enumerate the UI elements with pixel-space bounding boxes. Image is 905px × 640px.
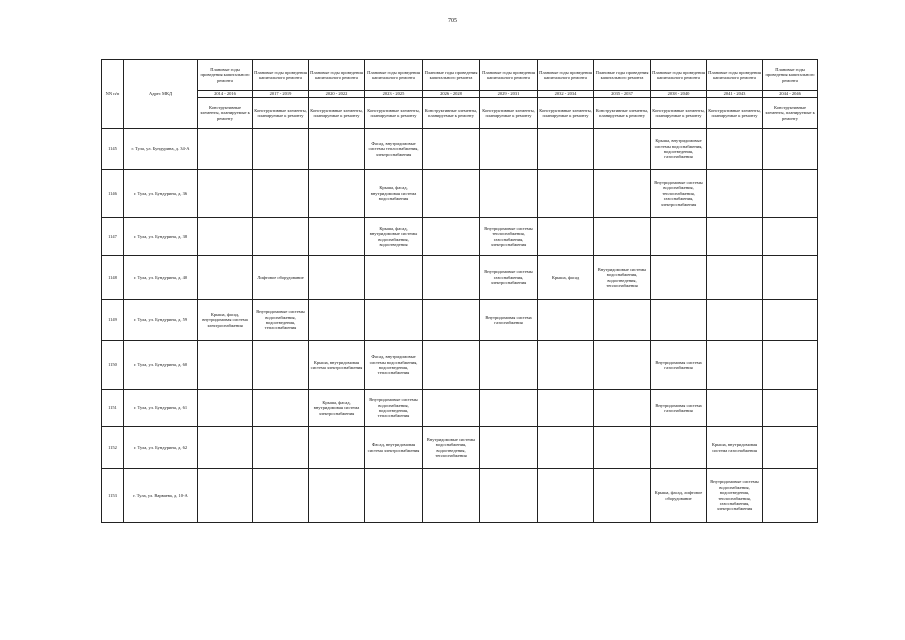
period-cell: [365, 300, 423, 341]
period-cell: [594, 427, 651, 469]
period-cell: Крыша, фасад, внутридомовая система электроснабжения: [198, 300, 253, 341]
row-address: г. Тула, ул. Бундурина, д. 38: [124, 218, 198, 256]
period-cell: [253, 218, 309, 256]
period-cell: Внутридомовые системы водоснабжения, водоотведения, теплоснабжения: [253, 300, 309, 341]
period-cell: [365, 469, 423, 523]
table-row: [102, 170, 818, 218]
period-cell: [538, 390, 594, 427]
header-period-label: Плановые годы проведения капитального ремонта: [365, 60, 423, 91]
period-cell: Внутридомовые системы водоснабжения, водоотведения, теплоснабжения: [423, 427, 480, 469]
header-period-years: 2020 - 2022: [309, 91, 365, 98]
period-cell: Внутридомовая система газоснабжения: [651, 390, 707, 427]
period-cell: [763, 469, 818, 523]
period-cell: [538, 341, 594, 390]
period-cell: Крыша, внутридомовые системы водоснабжения, водоотведения, газоснабжения: [651, 129, 707, 170]
period-cell: [198, 341, 253, 390]
period-cell: [309, 256, 365, 300]
period-cell: Крыша, фасад, внутридомовые системы водоснабжения, водоотведения: [365, 218, 423, 256]
period-cell: [594, 129, 651, 170]
header-period-years: 2029 - 2031: [480, 91, 538, 98]
period-cell: [253, 469, 309, 523]
row-number: 1148: [102, 256, 124, 300]
header-element-label: Конструктивные элементы, планируемые к ремонту: [480, 98, 538, 129]
period-cell: Крыша, внутридомовая система газоснабжения: [707, 427, 763, 469]
period-cell: [763, 300, 818, 341]
header-num: NN п/п: [102, 60, 124, 129]
period-cell: [309, 170, 365, 218]
header-period-label: Плановые годы проведения капитального ремонта: [707, 60, 763, 91]
period-cell: [423, 341, 480, 390]
period-cell: Крыша, фасад: [538, 256, 594, 300]
period-cell: [651, 300, 707, 341]
period-cell: Крыша, фасад, лифтовое оборудование: [651, 469, 707, 523]
period-cell: [198, 129, 253, 170]
period-cell: [253, 170, 309, 218]
period-cell: Внутридомовые системы водоснабжения, теплоснабжения, газоснабжения, электроснабжения: [651, 170, 707, 218]
period-cell: [594, 341, 651, 390]
row-address: г. Тула, ул. Бундурина, д. 34-А: [124, 129, 198, 170]
header-period-label: Плановые годы проведения капитального ремонта: [763, 60, 818, 91]
period-cell: [538, 170, 594, 218]
period-cell: Крыша, фасад, внутридомовая система водоснабжения: [365, 170, 423, 218]
row-number: 1153: [102, 469, 124, 523]
header-element-label: Конструктивные элементы, планируемые к ремонту: [707, 98, 763, 129]
header-period-years: 2023 - 2025: [365, 91, 423, 98]
period-cell: Внутридомовая система газоснабжения: [651, 341, 707, 390]
period-cell: [480, 469, 538, 523]
period-cell: [423, 129, 480, 170]
header-element-label: Конструктивные элементы, планируемые к ремонту: [365, 98, 423, 129]
table-row: [102, 469, 818, 523]
period-cell: Лифтовое оборудование: [253, 256, 309, 300]
period-cell: [480, 170, 538, 218]
period-cell: [763, 390, 818, 427]
period-cell: Фасад, внутридомовые системы водоснабжения, водоотведения, теплоснабжения: [365, 341, 423, 390]
table-row: [102, 129, 818, 170]
period-cell: Внутридомовые системы водоснабжения, водоотведения, теплоснабжения: [594, 256, 651, 300]
period-cell: [198, 469, 253, 523]
period-cell: [538, 129, 594, 170]
header-period-years: 2041 - 2043: [707, 91, 763, 98]
period-cell: [480, 341, 538, 390]
header-element-label: Конструктивные элементы, планируемые к ремонту: [651, 98, 707, 129]
header-period-label: Плановые годы проведения капитального ремонта: [253, 60, 309, 91]
period-cell: [538, 427, 594, 469]
header-period-label: Плановые годы проведения капитального ремонта: [423, 60, 480, 91]
row-number: 1146: [102, 170, 124, 218]
period-cell: [198, 390, 253, 427]
period-cell: [253, 341, 309, 390]
period-cell: [480, 427, 538, 469]
header-period-years: 2017 - 2019: [253, 91, 309, 98]
period-cell: [253, 129, 309, 170]
period-cell: [707, 341, 763, 390]
period-cell: [253, 427, 309, 469]
period-cell: [651, 218, 707, 256]
period-cell: [763, 256, 818, 300]
period-cell: [198, 218, 253, 256]
period-cell: [423, 218, 480, 256]
header-element-label: Конструктивные элементы, планируемые к ремонту: [253, 98, 309, 129]
period-cell: [365, 256, 423, 300]
header-row-period-years: [102, 91, 818, 98]
period-cell: [707, 300, 763, 341]
period-cell: [309, 300, 365, 341]
period-cell: [538, 218, 594, 256]
period-cell: [480, 390, 538, 427]
row-address: г. Тула, ул. Варваева, д. 10-А: [124, 469, 198, 523]
period-cell: [651, 256, 707, 300]
period-cell: [423, 256, 480, 300]
header-address: Адрес МКД: [124, 60, 198, 129]
period-cell: [763, 341, 818, 390]
period-cell: Внутридомовая система газоснабжения: [480, 300, 538, 341]
period-cell: Внутридомовые системы водоснабжения, водоотведения, теплоснабжения: [365, 390, 423, 427]
header-element-label: Конструктивные элементы, планируемые к ремонту: [198, 98, 253, 129]
period-cell: [423, 390, 480, 427]
header-period-label: Плановые годы проведения капитального ремонта: [198, 60, 253, 91]
header-period-years: 2038 - 2040: [651, 91, 707, 98]
table-row: [102, 341, 818, 390]
period-cell: [594, 170, 651, 218]
header-period-label: Плановые годы проведения капитального ремонта: [594, 60, 651, 91]
period-cell: [707, 129, 763, 170]
period-cell: [594, 218, 651, 256]
period-cell: [707, 218, 763, 256]
period-cell: [309, 469, 365, 523]
period-cell: Фасад, внутридомовая система электроснабжения: [365, 427, 423, 469]
period-cell: [763, 427, 818, 469]
row-address: г. Тула, ул. Бундурина, д. 61: [124, 390, 198, 427]
header-period-years: 2026 - 2028: [423, 91, 480, 98]
header-period-years: 2035 - 2037: [594, 91, 651, 98]
period-cell: [594, 300, 651, 341]
period-cell: [423, 300, 480, 341]
period-cell: [707, 390, 763, 427]
header-element-label: Конструктивные элементы, планируемые к ремонту: [763, 98, 818, 129]
period-cell: [707, 256, 763, 300]
header-period-years: 2032 - 2034: [538, 91, 594, 98]
row-address: г. Тула, ул. Бундурина, д. 62: [124, 427, 198, 469]
header-element-label: Конструктивные элементы, планируемые к ремонту: [423, 98, 480, 129]
header-period-label: Плановые годы проведения капитального ремонта: [309, 60, 365, 91]
row-number: 1149: [102, 300, 124, 341]
period-cell: [480, 129, 538, 170]
header-period-label: Плановые годы проведения капитального ремонта: [480, 60, 538, 91]
repair-schedule-table: [101, 59, 818, 523]
table-row: [102, 256, 818, 300]
period-cell: [538, 469, 594, 523]
header-element-label: Конструктивные элементы, планируемые к ремонту: [309, 98, 365, 129]
period-cell: [707, 170, 763, 218]
row-number: 1152: [102, 427, 124, 469]
period-cell: [763, 170, 818, 218]
period-cell: Фасад, внутридомовые системы теплоснабжения, электроснабжения: [365, 129, 423, 170]
period-cell: [309, 218, 365, 256]
period-cell: [423, 469, 480, 523]
row-number: 1145: [102, 129, 124, 170]
period-cell: [763, 129, 818, 170]
header-period-years: 2014 - 2016: [198, 91, 253, 98]
period-cell: [309, 427, 365, 469]
header-row-element-labels: [102, 98, 818, 129]
table-row: [102, 427, 818, 469]
header-period-label: Плановые годы проведения капитального ремонта: [651, 60, 707, 91]
page-number: 705: [448, 18, 457, 24]
table-row: [102, 300, 818, 341]
table-body: [102, 129, 818, 523]
table-row: [102, 218, 818, 256]
row-address: г. Тула, ул. Бундурина, д. 36: [124, 170, 198, 218]
period-cell: [198, 256, 253, 300]
period-cell: [309, 129, 365, 170]
period-cell: [198, 427, 253, 469]
period-cell: Внутридомовые системы теплоснабжения, газоснабжения, электроснабжения: [480, 218, 538, 256]
period-cell: [594, 390, 651, 427]
period-cell: [423, 170, 480, 218]
period-cell: [594, 469, 651, 523]
header-period-label: Плановые годы проведения капитального ремонта: [538, 60, 594, 91]
period-cell: [763, 218, 818, 256]
period-cell: [651, 427, 707, 469]
row-number: 1147: [102, 218, 124, 256]
header-period-years: 2044 - 2046: [763, 91, 818, 98]
row-address: г. Тула, ул. Бундурина, д. 40: [124, 256, 198, 300]
period-cell: [198, 170, 253, 218]
period-cell: Внутридомовые системы газоснабжения, электроснабжения: [480, 256, 538, 300]
row-number: 1150: [102, 341, 124, 390]
period-cell: Внутридомовые системы водоснабжения, водоотведения, теплоснабжения, газоснабжения, электроснабжения: [707, 469, 763, 523]
row-number: 1151: [102, 390, 124, 427]
period-cell: Крыша, фасад, внутридомовая система электроснабжения: [309, 390, 365, 427]
header-element-label: Конструктивные элементы, планируемые к ремонту: [594, 98, 651, 129]
header-element-label: Конструктивные элементы, планируемые к ремонту: [538, 98, 594, 129]
header-row-period-labels: [102, 60, 818, 91]
period-cell: [538, 300, 594, 341]
period-cell: [253, 390, 309, 427]
row-address: г. Тула, ул. Бундурина, д. 59: [124, 300, 198, 341]
table-row: [102, 390, 818, 427]
period-cell: Крыша, внутридомовая система электроснабжения: [309, 341, 365, 390]
row-address: г. Тула, ул. Бундурина, д. 60: [124, 341, 198, 390]
